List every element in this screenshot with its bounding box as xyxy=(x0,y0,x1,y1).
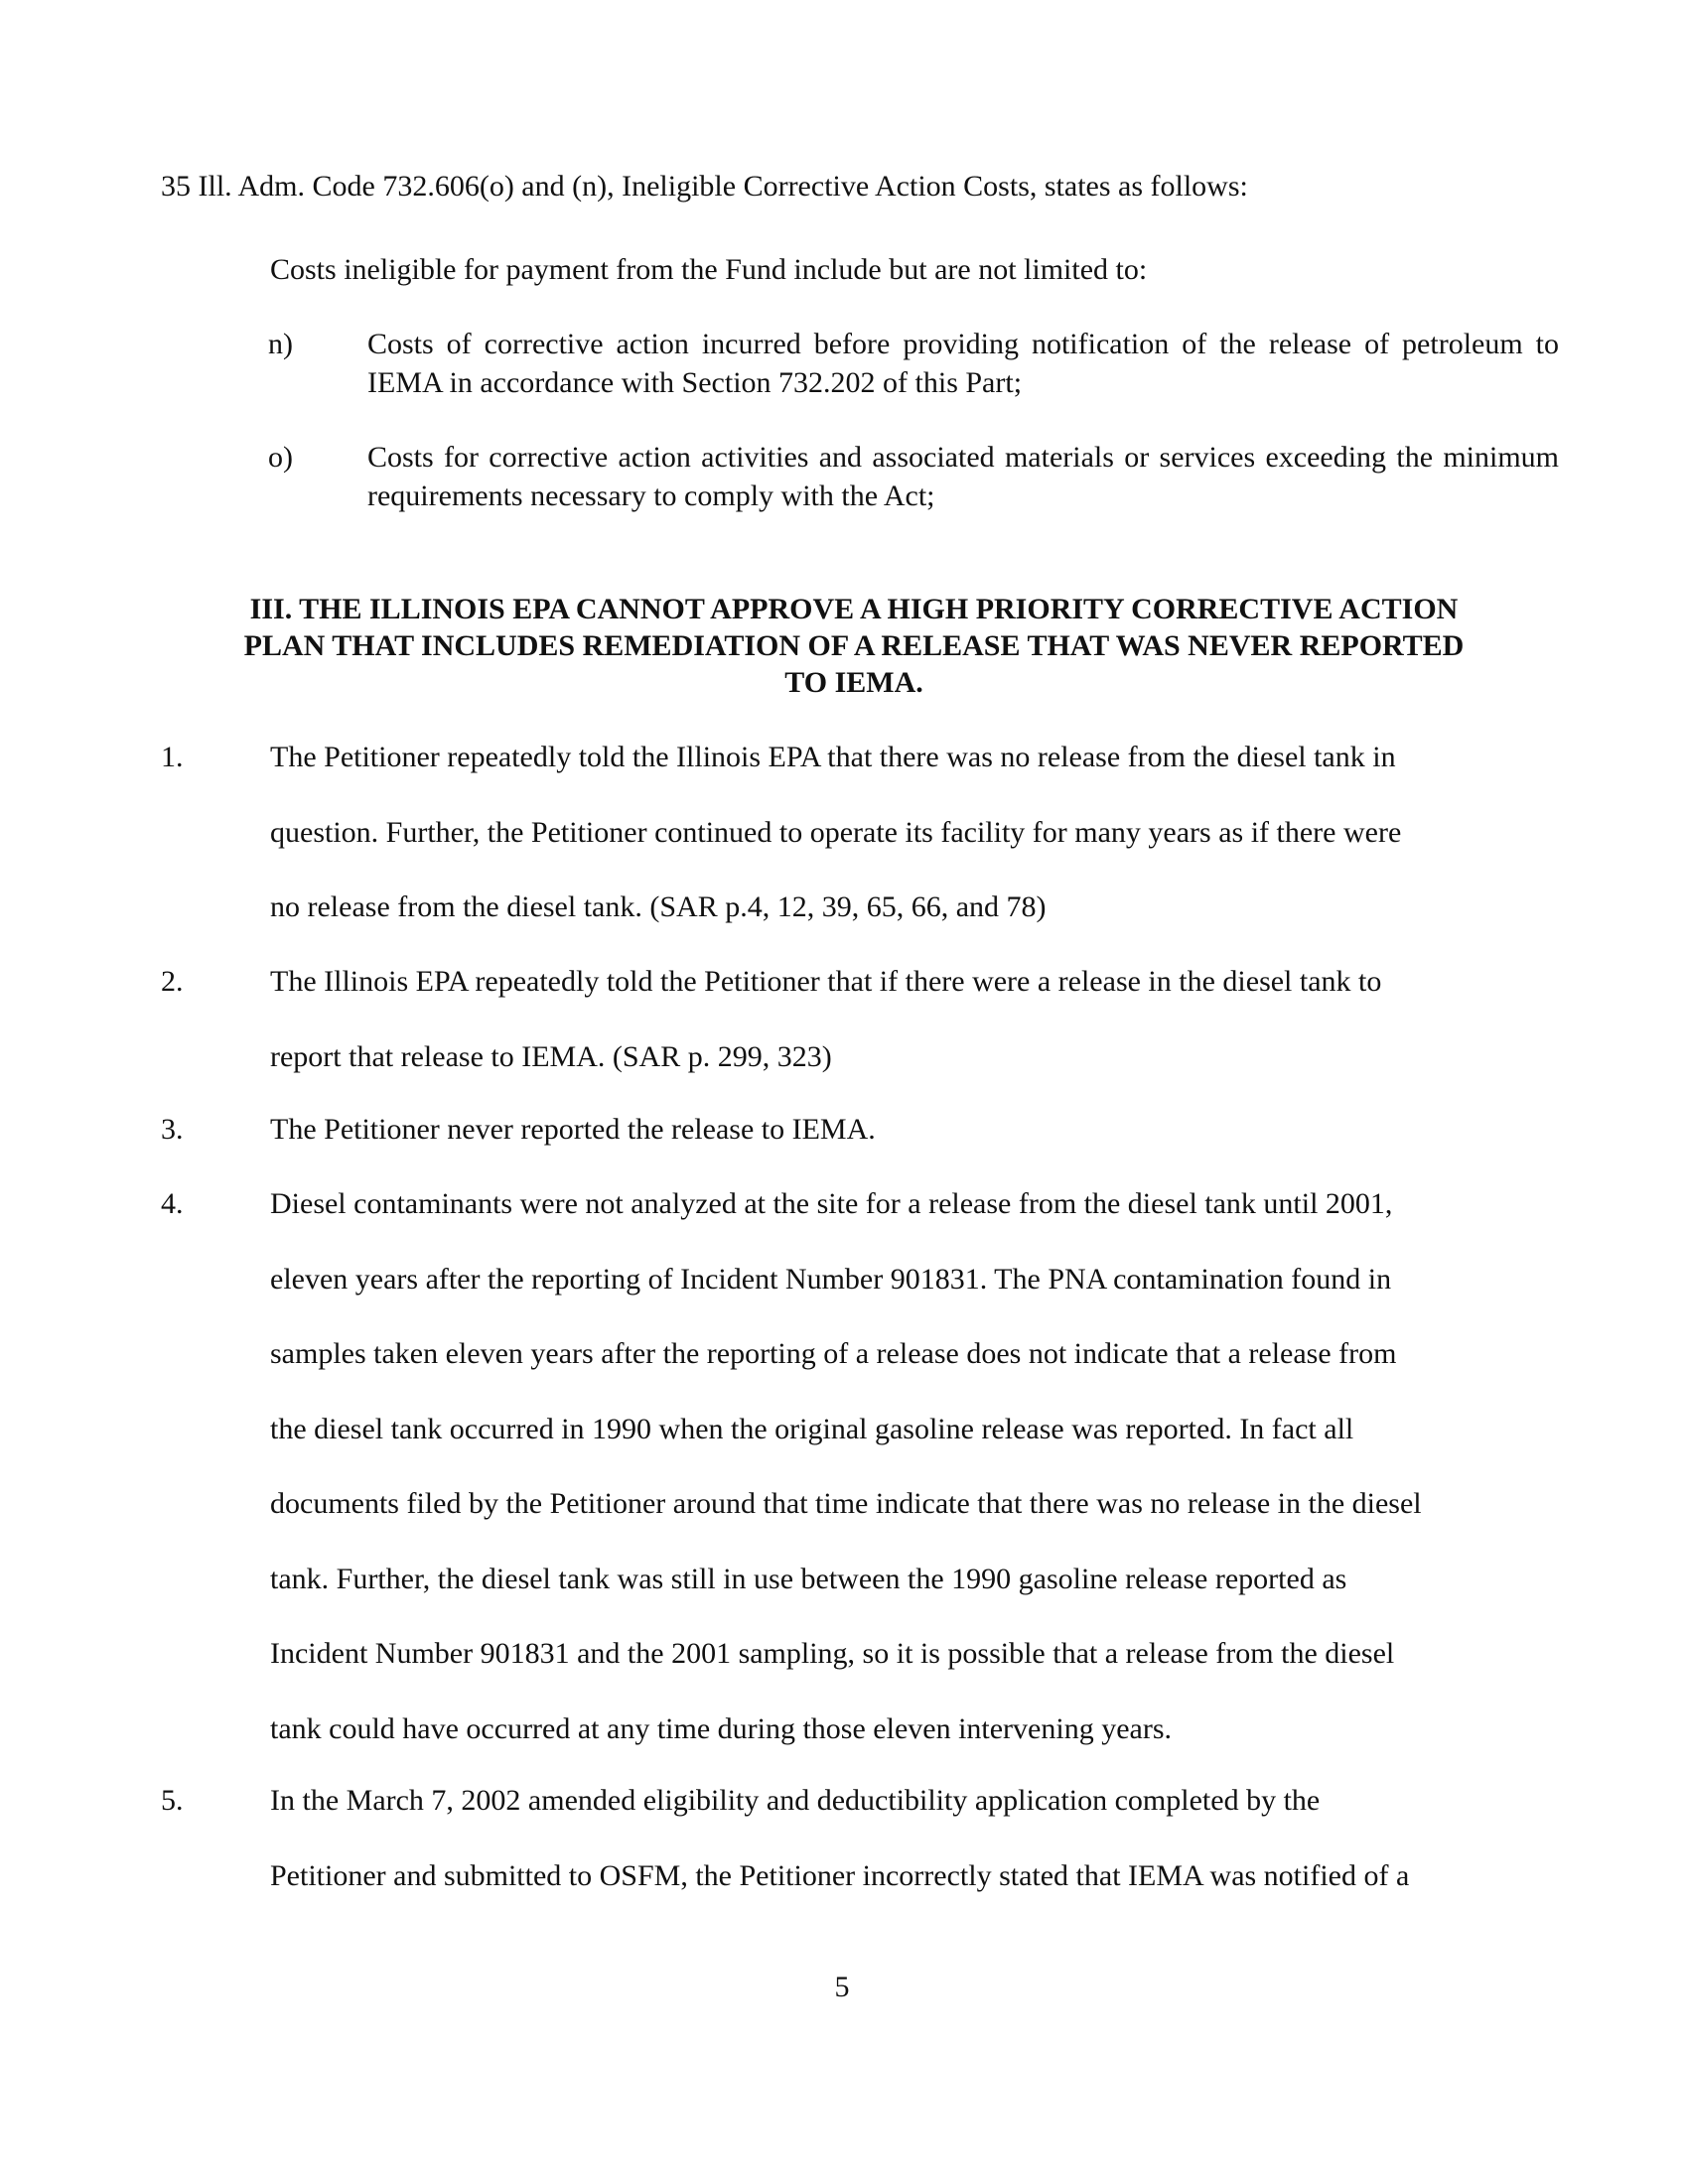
lead-line: Costs ineligible for payment from the Fund include but are not limited to: xyxy=(270,253,1148,286)
section-heading xyxy=(169,591,1539,701)
heading-line: III. THE ILLINOIS EPA CANNOT APPROVE A HIGH PRIORITY CORRECTIVE ACTION xyxy=(249,593,1459,625)
item-line: report that release to IEMA. (SAR p. 299, 323) xyxy=(270,1039,832,1073)
item-body xyxy=(270,1092,1551,1167)
item-line: Diesel contaminants were not analyzed at the site for a release from the diesel tank until 2001, xyxy=(270,1187,1393,1220)
item-line: The Illinois EPA repeatedly told the Petitioner that if there were a release in the diesel tank to xyxy=(270,965,1382,998)
item-body xyxy=(270,1166,1551,1766)
heading-line: PLAN THAT INCLUDES REMEDIATION OF A RELEASE THAT WAS NEVER REPORTED xyxy=(243,629,1465,662)
item-line: The Petitioner repeatedly told the Illinois EPA that there was no release from the diesel tank in xyxy=(270,741,1396,773)
item-line: Petitioner and submitted to OSFM, the Petitioner incorrectly stated that IEMA was notified of a xyxy=(270,1858,1410,1892)
item-number: 3. xyxy=(161,1113,184,1146)
item-body xyxy=(270,720,1551,945)
item-line: eleven years after the reporting of Incident Number 901831. The PNA contamination found in xyxy=(270,1262,1392,1296)
page-number: 5 xyxy=(834,1971,850,2003)
sub-item-marker: n) xyxy=(268,328,293,360)
item-line: the diesel tank occurred in 1990 when the original gasoline release was reported. In fact all xyxy=(270,1412,1354,1445)
item-line: question. Further, the Petitioner continued to operate its facility for many years as if there were xyxy=(270,815,1402,849)
item-line: In the March 7, 2002 amended eligibility and deductibility application completed by the xyxy=(270,1784,1321,1817)
item-line: samples taken eleven years after the reporting of a release does not indicate that a release from xyxy=(270,1337,1397,1370)
item-line: no release from the diesel tank. (SAR p.4, 12, 39, 65, 66, and 78) xyxy=(270,890,1047,923)
intro-line: 35 Ill. Adm. Code 732.606(o) and (n), Ineligible Corrective Action Costs, states as follows: xyxy=(161,170,1248,203)
item-number: 2. xyxy=(161,965,184,998)
item-body xyxy=(270,1763,1551,1913)
heading-line: TO IEMA. xyxy=(784,666,923,699)
sub-item-text: Costs for corrective action activities and associated materials or services exceeding the minimum requirements necessary to comply with the Act; xyxy=(367,441,1559,512)
sub-item-marker: o) xyxy=(268,441,293,474)
item-line: The Petitioner never reported the release to IEMA. xyxy=(270,1113,876,1146)
item-number: 1. xyxy=(161,741,184,773)
item-line: Incident Number 901831 and the 2001 sampling, so it is possible that a release from the diesel xyxy=(270,1637,1395,1670)
item-body xyxy=(270,944,1551,1094)
sub-item-text: Costs of corrective action incurred before providing notification of the release of petroleum to IEMA in accordance with Section 732.202 of this Part; xyxy=(367,328,1559,399)
item-number: 5. xyxy=(161,1784,184,1817)
item-line: documents filed by the Petitioner around that time indicate that there was no release in the diesel xyxy=(270,1487,1422,1520)
item-line: tank. Further, the diesel tank was still in use between the 1990 gasoline release reported as xyxy=(270,1562,1347,1595)
item-line: tank could have occurred at any time during those eleven intervening years. xyxy=(270,1711,1172,1745)
item-number: 4. xyxy=(161,1187,184,1220)
